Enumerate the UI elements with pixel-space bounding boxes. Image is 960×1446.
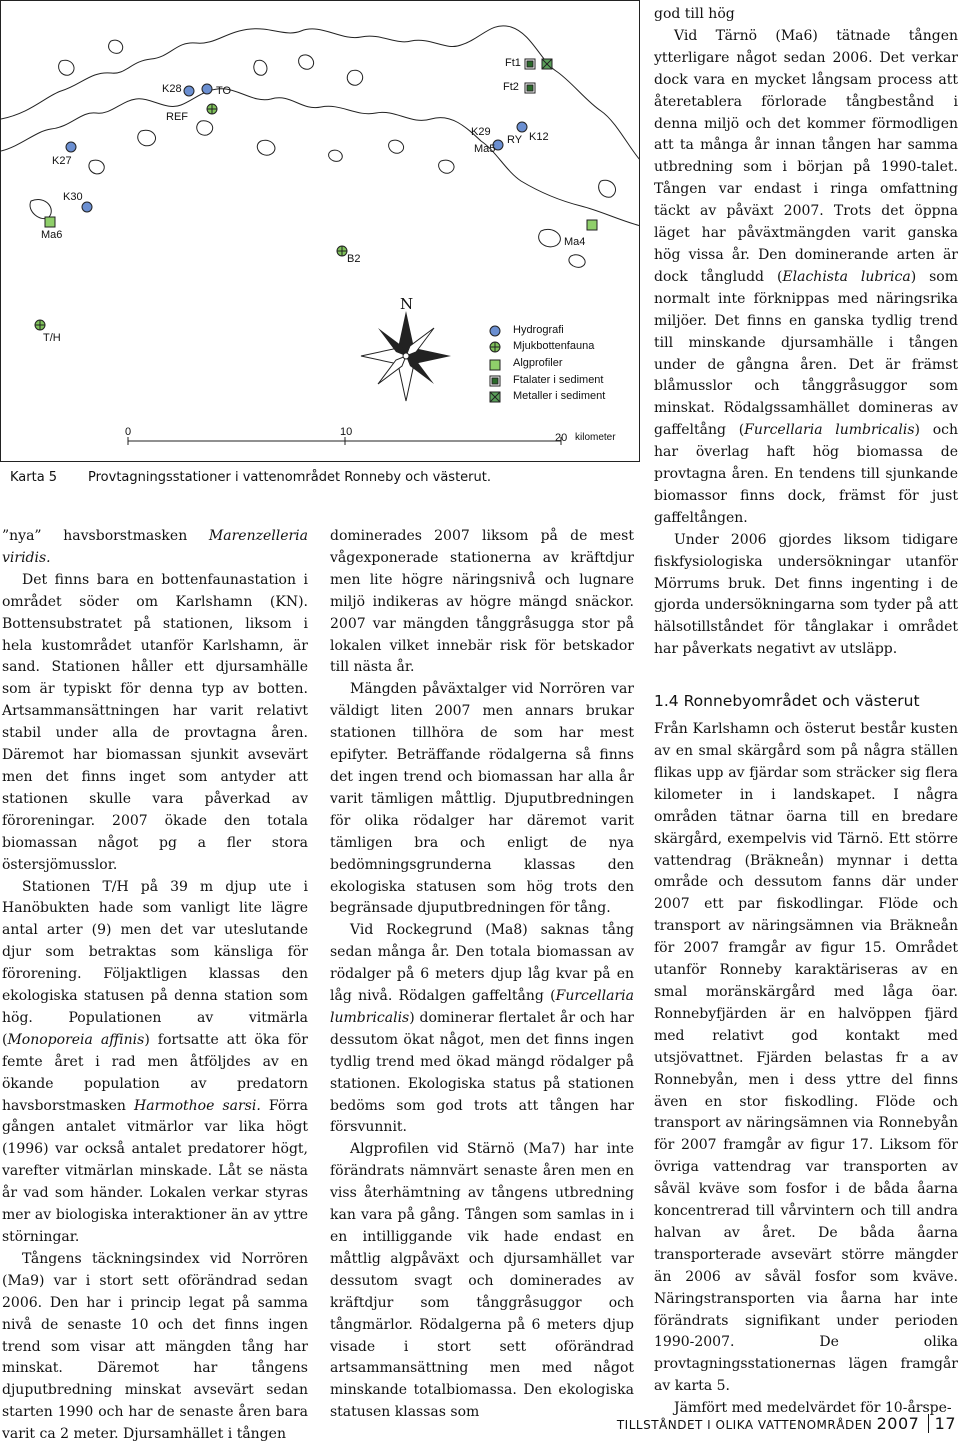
station-ma5: Ma5 — [474, 143, 496, 155]
station-map — [0, 0, 640, 462]
scale-bar — [128, 437, 561, 445]
station-ft2: Ft2 — [503, 81, 519, 93]
legend-fauna: Mjukbottenfauna — [513, 340, 595, 352]
scale-end: 20 — [555, 432, 568, 444]
station-b2: B2 — [347, 253, 361, 265]
station-k29: K29 — [471, 126, 491, 138]
paragraph: Vid Rockegrund (Ma8) saknas tång sedan många år. Den totala biomassan av rödalger på 6 meters djup låg kvar på en låg nivå. Rödalgen gaffeltång (Furcellaria lumbricalis) dominerar flertalet år och har dessutom ökat något, men det finns ingen tydlig trend med ökad mängd rödalger på stationen. Ekologiska status på stationen bedöms som god trots att tången har försvunnit. — [330, 922, 634, 1136]
hydro-marker — [66, 142, 76, 152]
paragraph: Mängden påväxtalger vid Norrören var väldigt liten 2007 men annars brukar stationen tillhöra de som har mest epifyter. Beträffande rödalgerna så finns det ingen trend och biomassan har alla år varit tämligen måttlig. Djuputbredningen för olika rödalger har däremot varit tämligen bra och enligt de nya bedömningsgrunderna klassas den ekologiska statusen som hög trots den begränsade djuputbredningen för tång. — [330, 681, 634, 917]
legend-metal: Metaller i sediment — [513, 390, 606, 402]
compass-north-label: N — [400, 295, 414, 313]
station-k27: K27 — [52, 155, 72, 167]
section-heading: 1.4 Ronnebyområdet och västerut — [654, 692, 920, 711]
paragraph: Jämfört med medelvärdet för 10-årspe- — [674, 1400, 952, 1417]
text-column-1 — [2, 526, 308, 1446]
station-k28: K28 — [162, 83, 182, 95]
paragraph: god till hög — [654, 6, 735, 22]
paragraph: Tångens täckningsindex vid Norrören (Ma9) var i stort sett oförändrad sedan 2006. Den har i princip legat på samma nivå de senaste 10 och det finns ingen trend som visar att mängden tång har minskat. Däremot har tångens djuputbredning minskat avsevärt sedan starten 1990 och har de senaste åren bara varit ca 2 meter. Djursamhället i tången — [2, 1250, 308, 1443]
metal-marker — [542, 59, 552, 69]
station-th: T/H — [43, 332, 61, 344]
paragraph: Från Karlshamn och österut består kusten av en smal skärgård som på några ställen flikas upp av fjärdar som sträcker sig flera kilometer in i landskapet. I några områden tätnar öarna till en bredare skärgård, exempelvis vid Tärnö. Ett större vattendrag (Bräkneån) mynnar i detta område och dessutom fanns där under 2007 ett par fiskodlingar. Flöde och transport av näringsämnen via Bräkneån för 2007 framgår av figur 15. Området utanför Ronneby karaktäriseras av en smal moränskärgård med låga öar. Ronnebyfjärden är en halvöppen fjärd med relativt god kontakt med utsjövattnet. Fjärden belastas fr a av Ronnebyån, men i dess yttre del finns även en stor fiskodling. Flöde och transport av näringsämnen via Ronnebyån för 2007 framgår av figur 17. Liksom för övriga vattendrag var transporten av såväl kväve som fosfor i de båda åarna koncentrerad till vårvintern och till andra halvan av året. De båda åarna transporterade avsevärt större mängder än 2006 av såväl fosfor som kväve. Näringstransporten via åarna har inte förändrats signifikant under perioden 1990-2007. De olika provtagningsstationernas lägen framgår av karta 5. — [654, 721, 958, 1395]
legend-ftal: Ftalater i sediment — [513, 374, 604, 386]
text-column-3 — [654, 4, 958, 1420]
hydro-marker — [184, 86, 194, 96]
legend-alg: Algprofiler — [513, 357, 563, 369]
fauna-marker — [337, 246, 347, 256]
page-footer — [617, 1414, 956, 1433]
compass-rose — [361, 311, 451, 401]
hydro-marker — [202, 84, 212, 94]
scale-unit: kilometer — [575, 432, 616, 443]
paragraph: Under 2006 gjordes liksom tidigare fiskfysiologiska undersökningar utanför Mörrums bruk. Det finns ingenting i de gjorda undersökningarna som tyder på att hälsotillståndet för tånglakar i området har påverkats negativt av utsläpp. — [654, 531, 958, 658]
station-to: TO — [216, 85, 232, 97]
fauna-marker — [207, 104, 217, 114]
alg-marker — [587, 220, 597, 230]
paragraph: Det finns bara en bottenfaunastation i området söder om Karlshamn (KN). Bottensubstratet på stationen, liksom i hela kustområdet utanför Karlshamn, är sand. Stationen håller ett djursamhälle som är typiskt för denna typ av botten. Artsammansättningen har varit relativt stabil under alla de provtagna åren. Däremot har biomassan sjunkit avsevärt men det finns inget som antyder att stationen skulle vara påverkad av föroreningar. 2007 ökade den totala biomassan något pg a fler stora östersjömusslor. — [2, 571, 308, 873]
station-ry: RY — [507, 134, 523, 146]
station-ma4: Ma4 — [564, 236, 586, 248]
page-number: 17 — [928, 1414, 956, 1433]
footer-year: 2007 — [876, 1414, 920, 1433]
footer-text: TILLSTÅNDET I OLIKA VATTENOMRÅDEN — [616, 1418, 873, 1432]
alg-marker — [45, 217, 55, 227]
station-k30: K30 — [63, 191, 83, 203]
paragraph: Stationen T/H på 39 m djup ute i Hanöbukten hade som vanligt lite lägre antal arter (9) men det var uteslutande djur som betraktas som känsliga för förorening. Följaktligen klassas den ekologiska statusen på denna station som hög. Populationen av vitmärla (Monoporeia affinis) fortsatte att öka för femte året i rad men åtföljdes av en ökande population av predatorn havsborstmasken Harmothoe sarsi. Förra gången antalet vitmärlor var lika högt (1996) var också antalet predatorer högt, varefter vitmärlan minskade. Låt se nästa år vad som händer. Lokalen verkar styras mer av biologiska interaktioner än av yttre störningar. — [2, 878, 308, 1245]
scale-mid: 10 — [340, 426, 353, 438]
ftal-marker — [525, 83, 535, 93]
station-ma6: Ma6 — [41, 229, 63, 241]
hydro-marker — [82, 202, 92, 212]
station-ft1: Ft1 — [505, 57, 521, 69]
paragraph: Vid Tärnö (Ma6) tätnade tången ytterligare något sedan 2006. Det verkar dock vara en mycket långsam process att återetablera förlorade tångbestånd i denna miljö och det kommer förmodligen att ta många år innan tången har samma utbredning som i början på 1990-talet. Tången var endast i ringa omfattning täckt av påväxt 2007. Trots det öppna läget har påväxtmängden varit ganska hög vissa år. Den dominerande arten är dock tångludd (Elachista lubrica) som normalt inte förknippas med näringsrika miljöer. Det finns en ganska tydlig trend till minskande djursamhälle i tången under de gångna åren. Det är främst blåmusslor och tånggråsuggor som minskat. Rödalgssamhället domineras av gaffeltång (Furcellaria lumbricalis) och har överlag haft hög biomassa de provtagna åren. En tendens till sjunkande biomassor finns dock, främst för just gaffeltången. — [654, 27, 959, 526]
ftal-marker — [525, 59, 535, 69]
paragraph: Algprofilen vid Stärnö (Ma7) har inte förändrats nämnvärt senaste åren men en viss återhämtning av tångens utbredning kan vara på gång. Tången som samlas in i en intilliggande vik hade endast en måttlig algpåväxt och djursamhället var dessutom svagt och dominerades av kräftdjur som tånggråsuggor och tångmärlor. Rödalgerna på 6 meters djup visade i stort sett oförändrad artsammansättning men med något minskande totalbiomassa. Den ekologiska statusen klassas som — [330, 1141, 634, 1421]
caption-text: Provtagningsstationer i vattenområdet Ronneby och västerut. — [88, 470, 491, 485]
paragraph: ”nya” havsborstmasken Marenzelleria viridis. — [2, 528, 308, 566]
hydro-marker — [517, 122, 527, 132]
legend-hydro: Hydrografi — [513, 324, 564, 336]
station-ref: REF — [166, 111, 188, 123]
text-column-2 — [330, 526, 634, 1424]
paragraph: dominerades 2007 liksom på de mest vågexponerade stationerna av kräftdjur men lite högre näringsnivå och lugnare miljö indikeras av högre mängd snäckor. 2007 var mängden tånggråsugga stor på lokalen vilket innebär risk för betskador till nästa år. — [330, 528, 634, 676]
caption-label: Karta 5 — [10, 470, 58, 485]
fauna-marker — [35, 320, 45, 330]
scale-start: 0 — [125, 426, 132, 438]
station-k12: K12 — [529, 131, 549, 143]
